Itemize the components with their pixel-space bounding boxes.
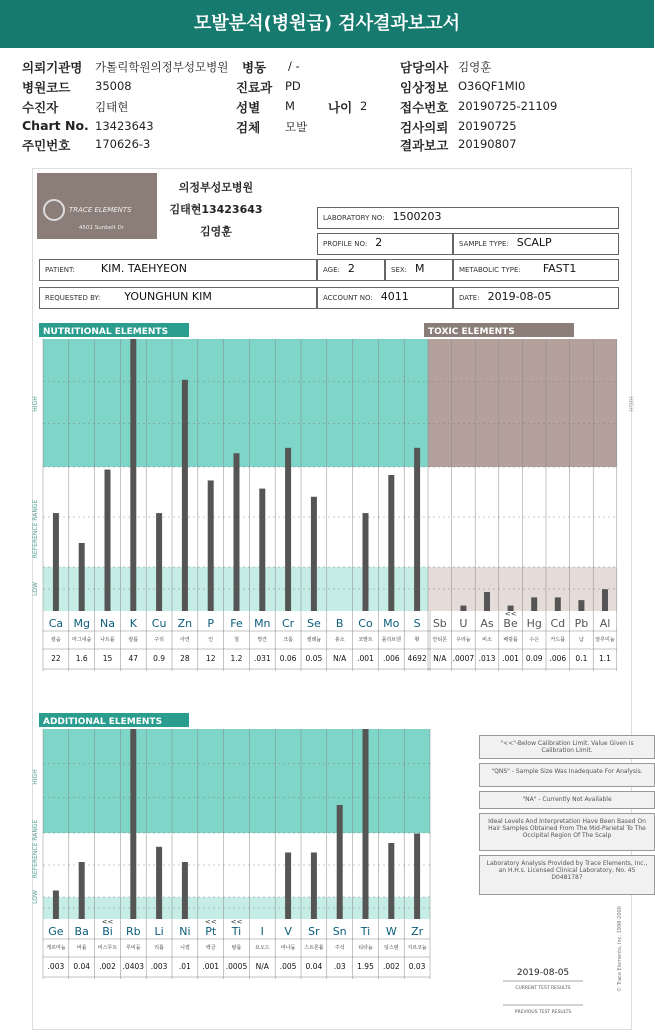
element-symbol: Ti xyxy=(360,925,371,938)
zone-high-label: HIGH xyxy=(32,396,39,412)
element-korean: 망간 xyxy=(257,637,268,643)
element-symbol: Be xyxy=(503,617,518,630)
data-bar xyxy=(414,834,420,920)
data-bar xyxy=(130,339,136,611)
low-zone xyxy=(43,897,430,919)
element-korean: 붕소 xyxy=(334,637,345,643)
element-symbol: Ti xyxy=(231,925,242,938)
zone-high-label: HIGH xyxy=(627,396,634,412)
element-value: 0.05 xyxy=(305,654,323,663)
data-bar xyxy=(259,489,265,611)
element-korean: 몰리브덴 xyxy=(381,637,401,643)
element-korean: 비소 xyxy=(482,637,492,643)
element-korean: 수은 xyxy=(529,637,540,643)
sample-box: SAMPLE TYPE: SCALP xyxy=(453,233,619,255)
element-symbol: P xyxy=(207,617,215,630)
element-value: .006 xyxy=(382,654,400,663)
data-bar xyxy=(208,480,214,611)
element-symbol: B xyxy=(335,617,344,630)
element-korean: 구리 xyxy=(154,637,164,643)
element-symbol: Na xyxy=(100,617,115,630)
current-label: CURRENT TEST RESULTS xyxy=(515,986,571,991)
element-korean: 백금 xyxy=(205,945,216,951)
element-korean: 코발트 xyxy=(358,637,373,643)
data-bar xyxy=(388,475,394,611)
header-age-value: 2 xyxy=(360,99,368,113)
header-mid-value: 모발 xyxy=(285,120,308,134)
element-korean: 나트륨 xyxy=(100,637,115,643)
charts-svg xyxy=(33,169,633,1031)
element-symbol: Zn xyxy=(177,617,193,630)
stamp-line: 김영훈 xyxy=(200,225,232,238)
element-korean: 바륨 xyxy=(76,945,87,951)
element-symbol: Co xyxy=(358,617,373,630)
date-box: DATE: 2019-08-05 xyxy=(453,287,619,309)
below-limit-flag: << xyxy=(101,918,114,926)
report-scan xyxy=(32,168,648,1030)
header-mid-key: 진료과 xyxy=(236,80,273,95)
data-bar xyxy=(182,380,188,611)
patient-box: PATIENT: KIM. TAEHYEON xyxy=(39,259,317,281)
element-symbol: Sb xyxy=(432,617,447,630)
element-korean: 지르코늄 xyxy=(407,945,427,951)
section-title: ADDITIONAL ELEMENTS xyxy=(43,717,163,727)
header-mid-value: / - xyxy=(288,59,300,73)
header-right-value: 김영훈 xyxy=(458,60,492,74)
header-right-value: 20190725 xyxy=(458,119,517,133)
element-symbol: Rb xyxy=(125,925,141,938)
element-korean: 셀레늄 xyxy=(306,637,322,643)
element-value: 4692 xyxy=(407,654,427,663)
element-symbol: Ge xyxy=(48,925,64,938)
element-value: 0.04 xyxy=(73,962,91,971)
element-value: .0005 xyxy=(225,962,248,971)
element-korean: 요오드 xyxy=(255,945,270,951)
below-limit-flag: << xyxy=(230,918,243,926)
note-box: "NA" - Currently Not Available xyxy=(479,791,655,809)
element-korean: 알루미늄 xyxy=(595,637,615,643)
header-right-value: 20190807 xyxy=(458,137,517,151)
data-bar xyxy=(53,891,59,920)
current-date: 2019-08-05 xyxy=(516,968,570,978)
element-symbol: Pt xyxy=(205,925,217,938)
element-korean: 티타늄 xyxy=(358,945,373,951)
element-symbol: Mn xyxy=(254,617,271,630)
element-value: 0.04 xyxy=(305,962,323,971)
data-bar xyxy=(414,448,420,611)
element-korean: 비스무트 xyxy=(97,945,118,951)
element-korean: 바나듐 xyxy=(280,945,296,951)
element-value: 28 xyxy=(180,654,190,663)
element-korean: 니켈 xyxy=(180,945,190,951)
element-symbol: As xyxy=(480,617,494,630)
element-symbol: Ba xyxy=(74,925,89,938)
element-korean: 인 xyxy=(208,637,214,643)
header-mid-key: 검체 xyxy=(236,120,261,135)
data-bar xyxy=(484,592,490,611)
profile-box: PROFILE NO: 2 xyxy=(317,233,453,255)
element-symbol: Pb xyxy=(574,617,589,630)
element-symbol: Ca xyxy=(48,617,64,630)
element-korean: 황 xyxy=(414,637,420,643)
element-korean: 카드뮴 xyxy=(550,637,566,643)
data-bar xyxy=(79,862,85,919)
element-value: N/A xyxy=(333,654,347,663)
sex-box: SEX: M xyxy=(385,259,453,281)
header-mid-key: 성별 xyxy=(236,100,261,115)
element-value: 22 xyxy=(51,654,61,663)
logo-text: TRACE ELEMENTS xyxy=(69,206,132,214)
logo-address: 4501 Sunbelt Dr xyxy=(79,225,125,231)
element-korean: 크롬 xyxy=(283,637,293,643)
element-value: .03 xyxy=(333,962,346,971)
element-value: .01 xyxy=(178,962,191,971)
stamp-line: 김태현13423643 xyxy=(169,203,263,216)
header-left-value: 35008 xyxy=(95,79,132,93)
element-symbol: Mg xyxy=(73,617,90,630)
element-value: .031 xyxy=(253,654,271,663)
header-left-key: 의뢰기관명 xyxy=(22,60,83,75)
header-mid-value: M xyxy=(285,99,295,113)
element-korean: 아연 xyxy=(180,637,190,643)
element-value: .013 xyxy=(478,654,496,663)
metabolic-box: METABOLIC TYPE: FAST1 xyxy=(453,259,619,281)
element-symbol: Cu xyxy=(151,617,167,630)
element-value: .001 xyxy=(502,654,519,663)
data-bar xyxy=(285,448,291,611)
header-left-key: 주민번호 xyxy=(22,138,71,153)
stamp-line: 의정부성모병원 xyxy=(178,181,254,194)
header-right-value: 20190725-21109 xyxy=(458,99,558,113)
zone-low-label: LOW xyxy=(32,890,39,904)
element-value: 1.2 xyxy=(230,654,243,663)
element-korean: 탈륨 xyxy=(231,945,242,951)
account-box: ACCOUNT NO: 4011 xyxy=(317,287,453,309)
header-left-value: 13423643 xyxy=(95,119,154,133)
high-zone xyxy=(43,729,430,833)
data-bar xyxy=(337,805,343,919)
below-limit-flag: << xyxy=(504,610,517,618)
reference-zone xyxy=(43,833,430,897)
element-value: N/A xyxy=(433,654,447,663)
element-symbol: Bi xyxy=(102,925,113,938)
element-symbol: Sr xyxy=(308,925,320,938)
element-symbol: Se xyxy=(307,617,321,630)
element-value: .003 xyxy=(150,962,168,971)
header-age-key: 나이 xyxy=(328,100,353,115)
element-value: .002 xyxy=(382,962,400,971)
element-value: 12 xyxy=(205,654,216,663)
element-symbol: Sn xyxy=(332,925,347,938)
element-korean: 철 xyxy=(234,637,239,643)
note-box: "QNS" - Sample Size Was Inadequate For Analysis. xyxy=(479,763,655,787)
header-right-key: 담당의사 xyxy=(400,60,449,75)
element-symbol: W xyxy=(385,925,397,938)
copyright: © Trace Elements, Inc. 1998-2000 xyxy=(617,906,623,992)
header-left-key: 수진자 xyxy=(22,100,59,115)
age-box: AGE: 2 xyxy=(317,259,385,281)
header-mid-value: PD xyxy=(285,79,301,93)
element-symbol: V xyxy=(284,925,292,938)
element-value: 1.1 xyxy=(599,654,611,663)
data-bar xyxy=(156,513,162,611)
data-bar xyxy=(285,853,291,920)
element-value: 0.06 xyxy=(279,654,297,663)
zone-high-label: HIGH xyxy=(32,769,39,785)
zone-low-label: LOW xyxy=(32,582,39,596)
data-bar xyxy=(234,453,240,611)
data-bar xyxy=(460,606,466,611)
patient-header xyxy=(0,48,654,160)
element-korean: 마그네슘 xyxy=(72,637,92,643)
element-korean: 주석 xyxy=(334,945,345,951)
element-korean: 칼슘 xyxy=(51,637,61,643)
section-title: TOXIC ELEMENTS xyxy=(428,327,515,337)
element-symbol: Cr xyxy=(281,617,295,630)
element-value: .001 xyxy=(202,962,220,971)
data-bar xyxy=(555,597,561,611)
element-value: .0007 xyxy=(452,654,475,663)
element-value: 1.95 xyxy=(357,962,374,971)
page-title: 모발분석(병원급) 검사결과보고서 xyxy=(0,0,654,48)
data-bar xyxy=(363,729,369,919)
header-left-key: Chart No. xyxy=(22,118,89,133)
element-korean: 베릴륨 xyxy=(503,637,518,643)
data-bar xyxy=(531,597,537,611)
element-symbol: K xyxy=(129,617,137,630)
element-symbol: Cd xyxy=(550,617,566,630)
element-value: 1.6 xyxy=(75,654,88,663)
header-right-key: 검사의뢰 xyxy=(400,120,449,135)
element-value: .0403 xyxy=(122,962,145,971)
data-bar xyxy=(602,589,608,611)
data-bar xyxy=(105,470,111,611)
section-title: NUTRITIONAL ELEMENTS xyxy=(43,327,169,337)
element-korean: 리튬 xyxy=(154,945,164,951)
previous-label: PREVIOUS TEST RESULTS xyxy=(514,1010,572,1015)
data-bar xyxy=(182,862,188,919)
element-symbol: I xyxy=(260,925,264,938)
header-right-key: 임상정보 xyxy=(400,80,449,95)
element-symbol: Li xyxy=(154,925,164,938)
element-symbol: Zr xyxy=(411,925,424,938)
header-left-key: 병원코드 xyxy=(22,80,71,95)
element-value: .005 xyxy=(279,962,297,971)
element-korean: 루비듐 xyxy=(126,945,141,951)
data-bar xyxy=(578,600,584,611)
data-bar xyxy=(79,543,85,611)
element-value: 0.9 xyxy=(153,654,166,663)
data-bar xyxy=(156,847,162,919)
element-korean: 칼륨 xyxy=(128,637,139,643)
element-korean: 우라늄 xyxy=(456,637,471,643)
data-bar xyxy=(363,513,369,611)
element-value: 0.09 xyxy=(525,654,543,663)
note-box: Ideal Levels And Interpretation Have Been Based On Hair Samples Obtained From The Mid-Parietal To The Occipital Region Of The Scalp xyxy=(479,813,655,851)
element-symbol: Hg xyxy=(526,617,542,630)
high-zone xyxy=(43,339,430,467)
header-right-key: 결과보고 xyxy=(400,138,449,153)
data-bar xyxy=(311,853,317,920)
element-korean: 텅스텐 xyxy=(384,945,399,951)
element-value: 15 xyxy=(102,654,113,663)
element-value: .006 xyxy=(549,654,567,663)
header-left-value: 김태현 xyxy=(95,100,129,114)
header-mid-key: 병동 xyxy=(242,60,267,75)
header-left-value: 가톨릭학원의정부성모병원 xyxy=(95,60,229,74)
note-box: Laboratory Analysis Provided by Trace Elements, Inc., an H.H.s. Licensed Clinical Laboratory, No. 45 D0481787 xyxy=(479,855,655,895)
header-right-value: O36QF1MI0 xyxy=(458,79,526,93)
element-symbol: Al xyxy=(599,617,611,630)
element-korean: 안티몬 xyxy=(432,637,448,643)
note-box: "<<"-Below Calibration Limit. Value Given is Calibration Limit. xyxy=(479,735,655,759)
element-value: 0.1 xyxy=(575,654,588,663)
data-bar xyxy=(311,497,317,611)
element-korean: 스트론튬 xyxy=(304,945,324,951)
element-symbol: S xyxy=(413,617,421,630)
lab-no-box: LABORATORY NO: 1500203 xyxy=(317,207,619,229)
element-value: N/A xyxy=(255,962,269,971)
header-right-key: 접수번호 xyxy=(400,100,449,115)
below-limit-flag: << xyxy=(204,918,217,926)
data-bar xyxy=(130,729,136,919)
data-bar xyxy=(388,843,394,919)
header-left-value: 170626-3 xyxy=(95,137,151,151)
requested-box: REQUESTED BY: YOUNGHUN KIM xyxy=(39,287,317,309)
element-symbol: Ni xyxy=(179,925,191,938)
data-bar xyxy=(53,513,59,611)
element-value: .002 xyxy=(99,962,116,971)
element-korean: 납 xyxy=(578,637,584,643)
element-value: .001 xyxy=(357,654,374,663)
element-symbol: Fe xyxy=(230,617,243,630)
zone-ref-label: REFERENCE RANGE xyxy=(32,819,39,879)
element-value: 47 xyxy=(128,654,139,663)
element-symbol: Mo xyxy=(383,617,400,630)
element-value: .003 xyxy=(47,962,65,971)
element-korean: 게르마늄 xyxy=(46,945,66,951)
element-symbol: U xyxy=(459,617,468,630)
zone-ref-label: REFERENCE RANGE xyxy=(32,499,39,559)
element-value: 0.03 xyxy=(408,962,426,971)
